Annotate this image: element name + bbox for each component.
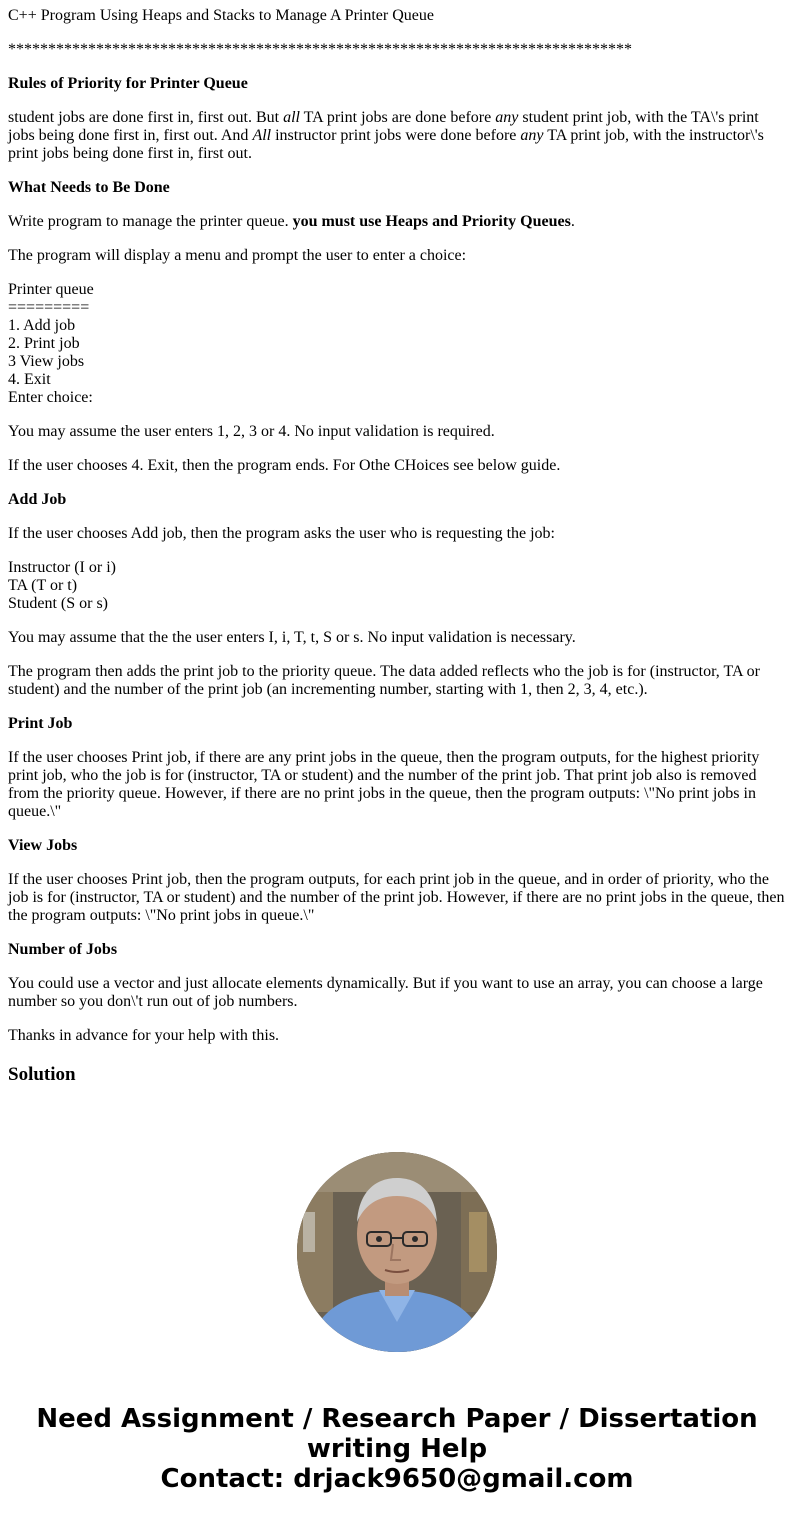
menu-line: 4. Exit xyxy=(8,371,51,388)
solution-heading: Solution xyxy=(8,1064,76,1085)
assume-input-paragraph: You may assume the user enters 1, 2, 3 or 4. No input validation is required. xyxy=(8,423,495,440)
menu-line: 1. Add job xyxy=(8,317,76,334)
number-of-jobs-paragraph: You could use a vector and just allocate elements dynamically. But if you want to use an array, you can choose a large number so you don\'t run out of job numbers. xyxy=(8,975,763,1010)
promo-contact-line: Contact: drjack9650@gmail.com xyxy=(160,1464,634,1494)
thanks-paragraph: Thanks in advance for your help with this. xyxy=(8,1027,280,1044)
roles-listing xyxy=(8,559,786,613)
rules-paragraph: student jobs are done first in, first out. But all TA print jobs are done before any student print job, with the TA\'s print jobs being done first in, first out. And All instructor print jobs were done before any TA print job, with the instructor\'s print jobs being done first in, first out. xyxy=(8,109,764,162)
adds-job-paragraph: The program then adds the print job to the priority queue. The data added reflects who the job is for (instructor, TA or student) and the number of the print job (an incrementing number, starting with 1, then 2, 3, 4, etc.). xyxy=(8,663,760,698)
menu-line: 2. Print job xyxy=(8,335,80,352)
separator-line: ****************************************************************************** xyxy=(8,41,632,58)
exit-paragraph: If the user chooses 4. Exit, then the program ends. For Othe CHoices see below guide. xyxy=(8,457,561,474)
menu-line: 3 View jobs xyxy=(8,353,85,370)
question-body xyxy=(8,7,786,1061)
heading-view-jobs: View Jobs xyxy=(8,837,78,854)
promo-banner xyxy=(0,1404,794,1494)
add-job-paragraph: If the user chooses Add job, then the program asks the user who is requesting the job: xyxy=(8,525,555,542)
portrait-image xyxy=(297,1152,497,1352)
heading-number-of-jobs: Number of Jobs xyxy=(8,941,118,958)
role-line: TA (T or t) xyxy=(8,577,78,594)
promo-line: Need Assignment / Research Paper / Dissertation xyxy=(36,1404,758,1434)
assume-roles-paragraph: You may assume that the the user enters I, i, T, t, S or s. No input validation is necessary. xyxy=(8,629,576,646)
menu-line: Printer queue xyxy=(8,281,94,298)
heading-print-job: Print Job xyxy=(8,715,73,732)
role-line: Student (S or s) xyxy=(8,595,108,612)
menu-line: Enter choice: xyxy=(8,389,93,406)
view-jobs-paragraph: If the user chooses Print job, then the program outputs, for each print job in the queue, and in order of priority, who the job is for (instructor, TA or student) and the number of the print job. However, if there are no print jobs in the queue, then the program outputs: \"No print jobs in queue.\" xyxy=(8,871,785,924)
question-title: C++ Program Using Heaps and Stacks to Manage A Printer Queue xyxy=(8,7,434,24)
author-photo xyxy=(297,1152,497,1352)
role-line: Instructor (I or i) xyxy=(8,559,116,576)
menu-listing xyxy=(8,281,786,407)
menu-line: ========= xyxy=(8,299,90,316)
write-paragraph: Write program to manage the printer queue. you must use Heaps and Priority Queues. xyxy=(8,213,575,230)
display-menu-paragraph: The program will display a menu and prompt the user to enter a choice: xyxy=(8,247,467,264)
heading-what-needs: What Needs to Be Done xyxy=(8,179,170,196)
promo-line: writing Help xyxy=(306,1434,488,1464)
print-job-paragraph: If the user chooses Print job, if there are any print jobs in the queue, then the program outputs, for the highest priority print job, who the job is for (instructor, TA or student) and the number of the print job. That print job also is removed from the priority queue. However, if there are no print jobs in the queue, then the program outputs: \"No print jobs in queue.\" xyxy=(8,749,760,820)
heading-rules: Rules of Priority for Printer Queue xyxy=(8,75,248,92)
heading-add-job: Add Job xyxy=(8,491,67,508)
